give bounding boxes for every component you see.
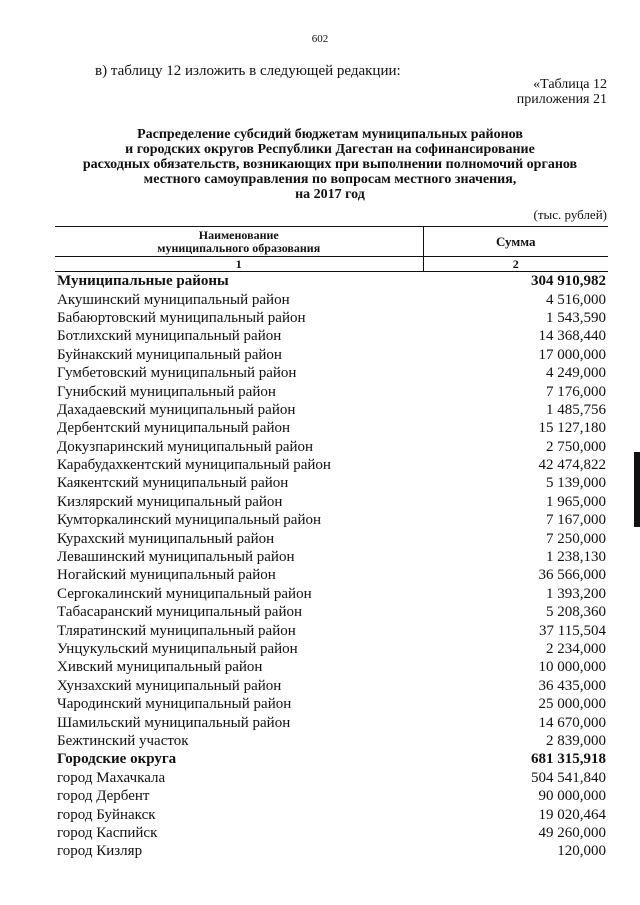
row-value: 25 000,000 [538,696,606,713]
row-name: Карабудахкентский муниципальный район [57,457,331,474]
table-row [55,603,608,621]
row-value: 1 238,130 [546,549,606,566]
table-row [55,640,608,658]
table-row [55,346,608,364]
table-row [55,695,608,713]
table-row [55,309,608,327]
row-value: 17 000,000 [538,346,606,363]
row-value: 14 670,000 [538,714,606,731]
table-row [55,456,608,474]
column-number: 1 [55,257,423,272]
row-name: город Дербент [57,788,150,805]
table-row [55,290,608,308]
row-value: 2 234,000 [546,641,606,657]
row-value: 120,000 [557,843,606,860]
table-row [55,438,608,456]
row-name: Хивский муниципальный район [57,659,263,676]
row-name: Хунзахский муниципальный район [57,677,282,694]
row-value: 37 115,504 [539,622,606,639]
table-row [55,327,608,345]
table-row [55,621,608,639]
table-row [55,713,608,731]
page-number: 602 [311,33,329,45]
title-line: на 2017 год [295,187,365,202]
row-value: 681 315,918 [531,751,606,768]
row-value: 1 543,590 [546,309,606,326]
row-value: 1 965,000 [546,493,606,510]
table-row [55,548,608,566]
row-name: Гунибский муниципальный район [57,383,276,400]
table-row [55,566,608,584]
table-reference-line: «Таблица 12 [533,77,607,92]
table-body [55,272,608,861]
table-row [55,474,608,492]
table-row [55,529,608,547]
title-line: и городских округов Республики Дагестан на софинансирование [125,142,535,157]
title-line: расходных обязательств, возникающих при выполнении полномочий органов [82,157,578,172]
row-name: Городские округа [57,751,177,768]
row-value: 4 516,000 [546,291,606,308]
header-name-line: муниципального образования [157,240,321,255]
table-row [55,382,608,400]
row-name: Унцукульский муниципальный район [57,641,298,657]
row-value: 36 566,000 [538,567,606,584]
table-row [55,842,608,860]
row-name: Курахский муниципальный район [57,530,275,547]
header-sum-column: Сумма [423,227,608,257]
row-name: город Каспийск [57,824,158,841]
row-value: 5 208,360 [546,604,606,621]
row-value: 14 368,440 [538,328,606,345]
document-title [40,127,620,202]
row-value: 10 000,000 [538,659,606,676]
row-value: 7 176,000 [546,383,606,400]
row-value: 15 127,180 [538,420,606,437]
table-row [55,364,608,382]
table-header-row [55,227,608,257]
subsidy-table [55,226,608,861]
row-name: город Махачкала [57,769,166,786]
table-column-numbers [55,257,608,272]
row-name: Дербентский муниципальный район [57,420,291,437]
table-group-row [55,750,608,768]
title-line: Распределение субсидий бюджетам муниципальных районов [137,127,523,142]
table-row [55,769,608,787]
table-row [55,787,608,805]
row-value: 2 750,000 [546,438,606,455]
row-value: 1 485,756 [546,401,606,418]
table-row [55,493,608,511]
row-value: 2 839,000 [546,732,606,749]
table-row [55,511,608,529]
row-name: Шамильский муниципальный район [57,714,291,731]
row-value: 42 474,822 [538,457,606,474]
table-row [55,419,608,437]
row-value: 7 167,000 [546,512,606,529]
row-value: 90 000,000 [538,788,606,805]
row-name: город Буйнакск [57,806,156,823]
table-row [55,824,608,842]
row-value: 19 020,464 [538,806,606,823]
intro-text: в) таблицу 12 изложить в следующей редакции: [95,63,401,79]
row-name: Кумторкалинский муниципальный район [57,512,322,529]
row-name: Чародинский муниципальный район [57,696,292,713]
header-name-column [55,227,423,257]
row-name: Дахадаевский муниципальный район [57,401,296,418]
column-number: 2 [423,257,608,272]
row-name: Каякентский муниципальный район [57,475,289,492]
row-name: Кизлярский муниципальный район [57,493,283,510]
table-reference [517,77,607,107]
row-name: Акушинский муниципальный район [57,291,290,308]
table-group-row [55,272,608,291]
row-value: 7 250,000 [546,530,606,547]
table-reference-line: приложения 21 [516,92,607,107]
row-value: 49 260,000 [538,824,606,841]
header-name-line: Наименование [198,227,279,242]
title-line: местного самоуправления по вопросам местного значения, [143,172,517,187]
row-name: Тляратинский муниципальный район [57,622,296,639]
table-row [55,732,608,750]
row-value: 1 393,200 [546,585,606,602]
row-name: Бежтинский участок [57,732,189,749]
row-name: Буйнакский муниципальный район [57,346,282,363]
table-row [55,677,608,695]
row-name: Бабаюртовский муниципальный район [57,309,306,326]
table-row [55,805,608,823]
row-name: Табасаранский муниципальный район [57,604,303,621]
row-value: 4 249,000 [546,365,606,382]
row-name: Ботлихский муниципальный район [57,328,282,345]
table-row [55,401,608,419]
row-value: 504 541,840 [531,769,606,786]
row-value: 36 435,000 [538,677,606,694]
row-name: Гумбетовский муниципальный район [57,365,297,382]
table-row [55,658,608,676]
row-value: 304 910,982 [531,273,606,290]
row-name: Докузпаринский муниципальный район [57,438,314,455]
units-label: (тыс. рублей) [533,207,607,222]
row-name: город Кизляр [57,843,143,860]
row-name: Сергокалинский муниципальный район [57,585,312,602]
row-value: 5 139,000 [546,475,606,492]
row-name: Муниципальные районы [57,273,229,290]
row-name: Ногайский муниципальный район [57,567,276,584]
table-row [55,585,608,603]
row-name: Левашинский муниципальный район [57,549,295,566]
scan-edge-mark [634,452,640,527]
